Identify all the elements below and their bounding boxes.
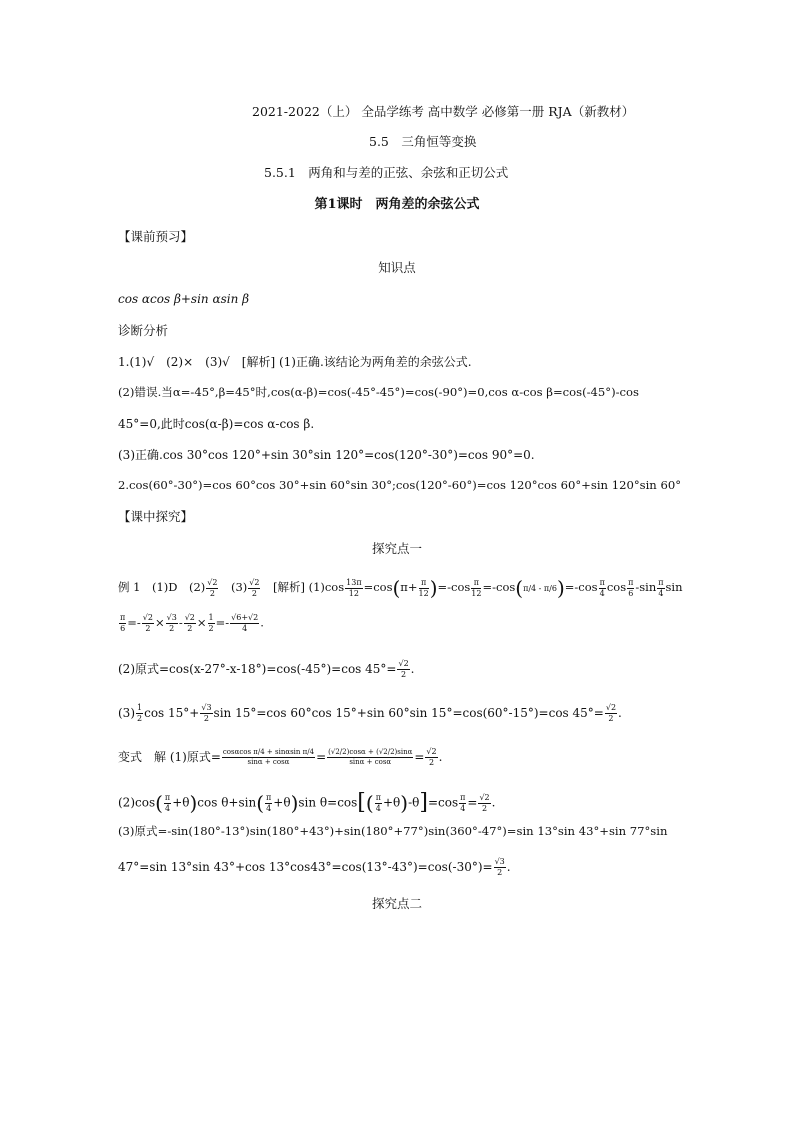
variant-part3-line2: 47°=sin 13°sin 43°+cos 13°cos43°=cos(13°-43°)=cos(-30°)= $\frac{√3}{2}$ . <box>118 857 511 877</box>
section-title: 5.5 三角恒等变换 <box>369 134 477 149</box>
fraction: $\frac{√2}{2}$ <box>184 613 195 633</box>
variant-part3-line1: (3)原式=-sin(180°-13°)sin(180°+43°)+sin(180°+77°)sin(360°-47°)=sin 13°sin 43°+sin 77°sin <box>118 824 668 838</box>
example1-part2: (2)原式=cos(x-27°-x-18°)=cos(-45°)=cos 45°= $\frac{√2}{2}$ . <box>118 659 415 679</box>
fraction: $\frac{1}{2}$ <box>208 613 214 633</box>
fraction: $\frac{(√2/2)\cos\alpha + (√2/2)\sin\alpha}{\sin\alpha + \cos\alpha}$ <box>328 748 413 766</box>
knowledge-formula: cos αcos β+sin αsin β <box>118 292 250 306</box>
diagnosis-line-1: 1.(1)√ (2)× (3)√ [解析] (1)正确.该结论为两角差的余弦公式. <box>118 355 472 369</box>
explore-heading: 【课中探究】 <box>118 509 194 524</box>
example1-continuation: $\frac{\pi}{6}$ =- $\frac{√2}{2}$ × $\frac{√3}{2}$ - $\frac{√2}{2}$ × $\frac{1}{2}$ =- $\frac{√6+√2}{4}$ . <box>120 613 264 633</box>
fraction: $\frac{√6+√2}{4}$ <box>231 613 259 633</box>
fraction: $\frac{\pi}{4}$ <box>164 792 171 813</box>
fraction: $\frac{√2}{2}$ <box>249 577 260 598</box>
diagnosis-line-5: 2.cos(60°-30°)=cos 60°cos 30°+sin 60°sin 30°;cos(120°-60°)=cos 120°cos 60°+sin 120°sin 60° <box>118 478 681 492</box>
fraction: $\frac{\pi}{12}$ <box>418 577 429 598</box>
knowledge-title: 知识点 <box>378 260 416 275</box>
fraction: $\frac{√2}{2}$ <box>426 747 437 767</box>
fraction: $\frac{√2}{2}$ <box>398 659 409 679</box>
example1-line: 例 1 (1)D (2) $\frac{√2}{2}$ (3) $\frac{√2}{2}$ [解析] (1)cos $\frac{13\pi}{12}$ =cos(π+ $\frac{\pi}{12}$ )=-cos $\frac{\pi}{12}$ =-cos(π/4 - π/6)=-cos $\frac{\pi}{4}$ cos $\frac{\pi}{6}$ -sin $\frac{\pi}{4}$ sin <box>118 576 683 600</box>
fraction: $\frac{1}{2}$ <box>137 703 143 723</box>
example1-part3: (3) $\frac{1}{2}$ cos 15°+ $\frac{√3}{2}$ sin 15°=cos 60°cos 15°+sin 60°sin 15°=cos(60°-15°)=cos 45°= $\frac{√2}{2}$ . <box>118 703 622 723</box>
fraction: $\frac{√2}{2}$ <box>605 703 617 723</box>
diagnosis-line-4: (3)正确.cos 30°cos 120°+sin 30°sin 120°=cos(120°-30°)=cos 90°=0. <box>118 448 535 462</box>
lesson-title: 第1课时 两角差的余弦公式 <box>314 197 480 212</box>
preview-heading: 【课前预习】 <box>118 229 194 244</box>
fraction: $\frac{√2}{2}$ <box>479 792 490 813</box>
fraction: $\frac{\pi}{4}$ <box>599 577 605 598</box>
variant-part1: 变式 解 (1)原式= $\frac{\text{cosαcos π/4 + sinαsin π/4}}{\sin\alpha + \cos\alpha}$ = $\frac{(√2/2)\cos\alpha + (√2/2)\sin\alpha}{\sin\alpha + \cos\alpha}$ = $\frac{√2}{2}$ . <box>118 747 443 767</box>
explore-point-1: 探究点一 <box>371 541 422 556</box>
fraction: $\frac{\pi}{6}$ <box>120 613 126 633</box>
fraction: $\frac{√3}{2}$ <box>166 613 177 633</box>
subsection-title: 5.5.1 两角和与差的正弦、余弦和正切公式 <box>264 165 509 180</box>
series-header: 2021-2022（上） 全品学练考 高中数学 必修第一册 RJA（新教材） <box>252 104 635 119</box>
explore-point-2: 探究点二 <box>371 896 422 911</box>
fraction: $\frac{\pi}{6}$ <box>628 577 634 598</box>
fraction: $\frac{\pi}{12}$ <box>471 577 482 598</box>
fraction: $\frac{\pi}{4}$ <box>658 577 664 598</box>
fraction: $\frac{\pi}{4}$ <box>375 792 381 813</box>
fraction: $\frac{\pi}{4}$ <box>266 792 272 813</box>
diagnosis-line-2: (2)错误.当α=-45°,β=45°时,cos(α-β)=cos(-45°-45°)=cos(-90°)=0,cos α-cos β=cos(-45°)-cos <box>118 385 639 399</box>
fraction: $\frac{13\pi}{12}$ <box>346 577 362 598</box>
diagnosis-line-3: 45°=0,此时cos(α-β)=cos α-cos β. <box>118 417 315 431</box>
fraction: $\frac{\text{cosαcos π/4 + sinαsin π/4}}{\sin\alpha + \cos\alpha}$ <box>222 748 315 766</box>
fraction: $\frac{√2}{2}$ <box>207 577 218 598</box>
fraction: $\frac{√2}{2}$ <box>142 613 153 633</box>
fraction: $\frac{√3}{2}$ <box>201 703 212 723</box>
fraction: $\frac{√3}{2}$ <box>494 857 505 877</box>
diagnosis-title: 诊断分析 <box>118 323 169 338</box>
variant-part2: (2)cos( $\frac{\pi}{4}$ +θ)cos θ+sin( $\frac{\pi}{4}$ +θ)sin θ=cos[( $\frac{\pi}{4}$ +θ)-θ]=cos $\frac{\pi}{4}$ = $\frac{√2}{2}$ . <box>118 790 496 815</box>
fraction: $\frac{\pi}{4}$ <box>460 792 466 813</box>
